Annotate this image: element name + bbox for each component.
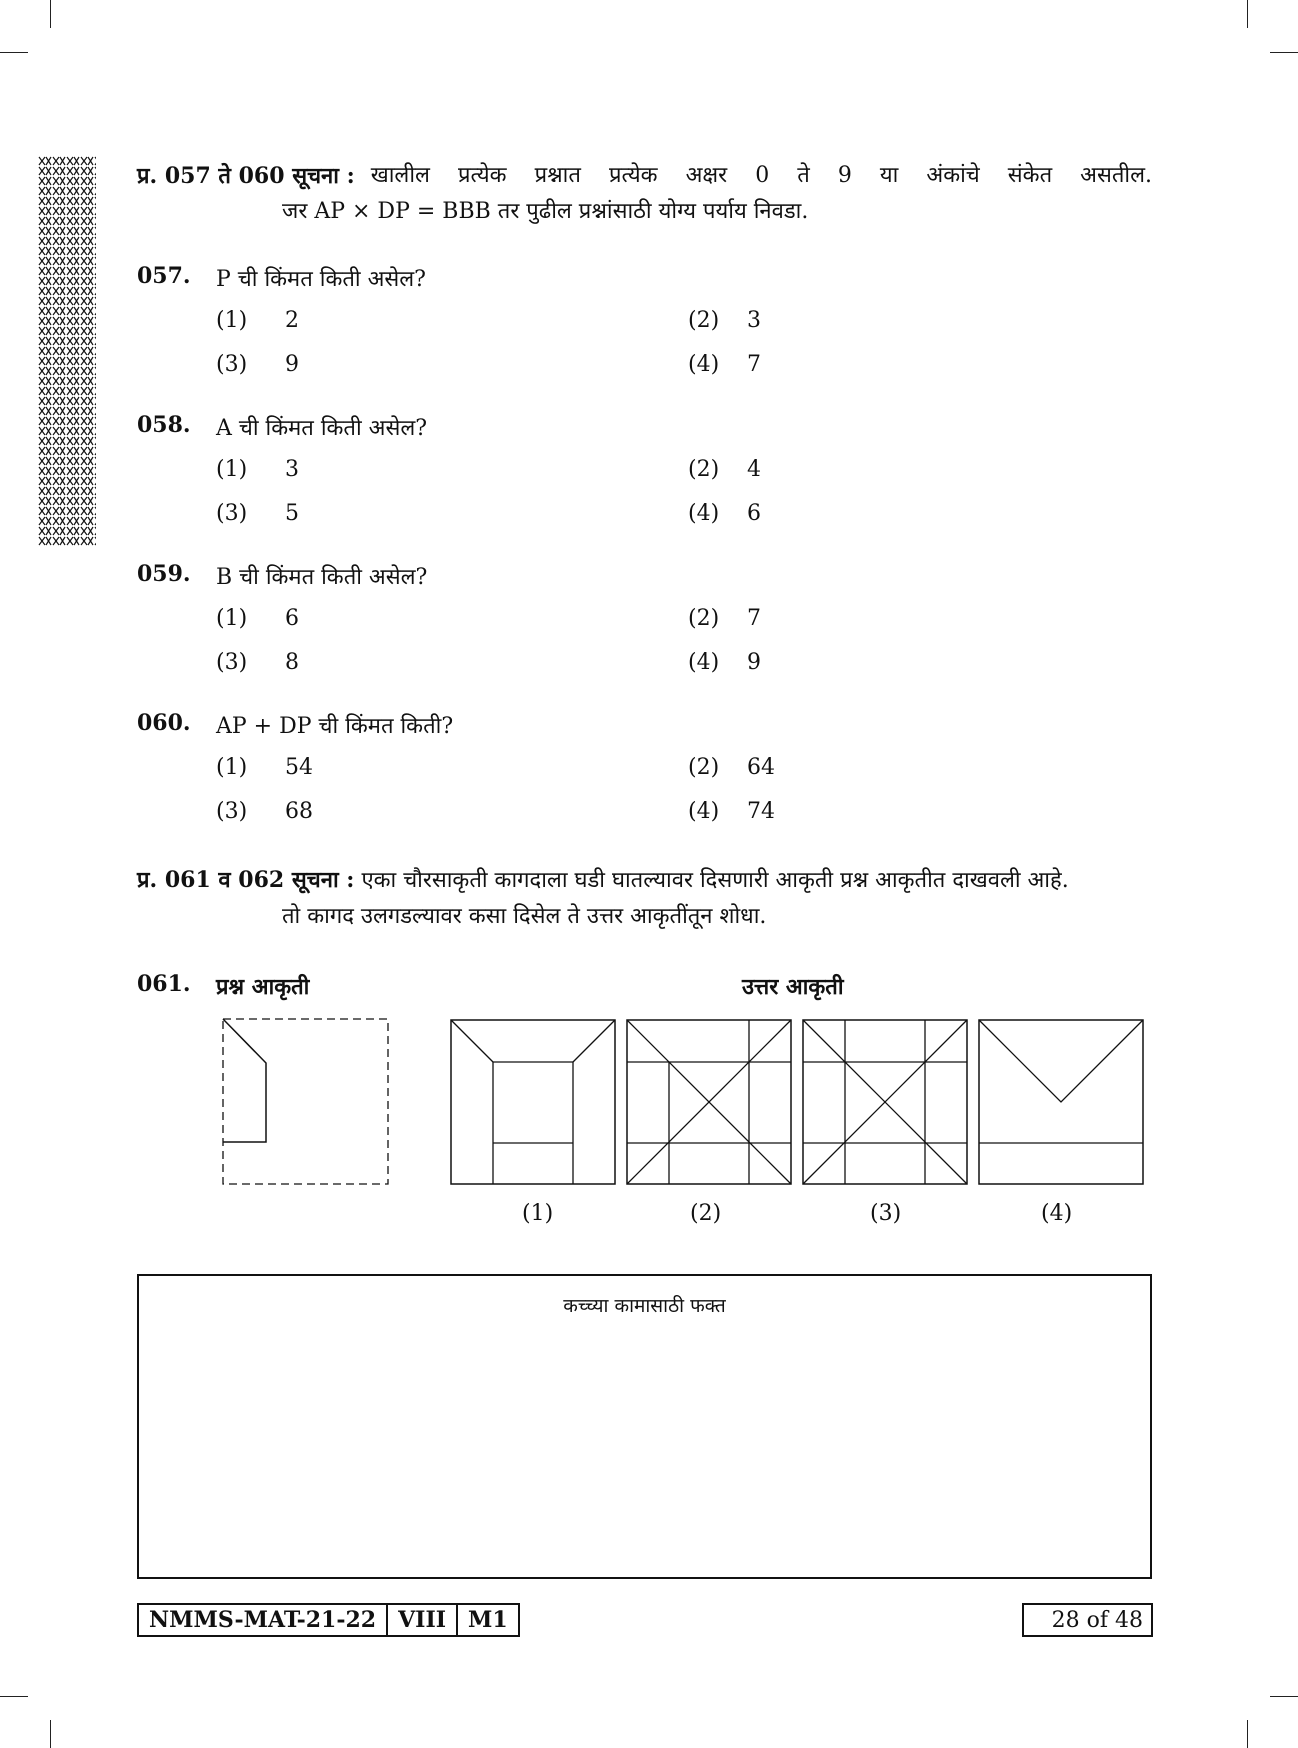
option-value: 64 <box>747 755 775 780</box>
question-text: B ची किंमत किती असेल? <box>216 565 428 590</box>
answer-figure-2 <box>626 1019 793 1186</box>
answer-figure-3 <box>802 1019 969 1186</box>
option-number: (3) <box>216 650 248 675</box>
crop-mark <box>1247 0 1248 28</box>
option-number: (1) <box>216 606 248 631</box>
answer-number: (2) <box>690 1201 722 1226</box>
option-number: (4) <box>688 799 720 824</box>
rough-work-box <box>137 1274 1152 1579</box>
cross-hatch-icon <box>38 156 96 546</box>
option-value: 2 <box>285 308 299 333</box>
instruction-line-1: एका चौरसाकृती कागदाला घडी घातल्यावर दिसणारी आकृती प्रश्न आकृतीत दाखवली आहे. <box>361 868 1069 893</box>
answer-number: (3) <box>870 1201 902 1226</box>
question-text: AP + DP ची किंमत किती? <box>216 714 454 739</box>
instruction-line-2: तो कागद उलगडल्यावर कसा दिसेल ते उत्तर आकृतींतून शोधा. <box>282 904 767 929</box>
answer-figure-1 <box>450 1019 617 1186</box>
folded-shape <box>223 1019 266 1142</box>
option-value: 7 <box>747 352 761 377</box>
option-number: (2) <box>688 755 720 780</box>
option-number: (3) <box>216 799 248 824</box>
crop-mark <box>0 52 28 53</box>
option-value: 6 <box>747 501 761 526</box>
option-value: 68 <box>285 799 313 824</box>
instructions-057-060 <box>137 158 1152 230</box>
question-figure-label: प्रश्न आकृती <box>216 974 310 1000</box>
option-number: (2) <box>688 308 720 333</box>
question-number: 061. <box>137 971 191 997</box>
instruction-label: प्र. 061 व 062 सूचना : <box>137 867 355 893</box>
option-number: (3) <box>216 501 248 526</box>
option-value: 6 <box>285 606 299 631</box>
option-value: 9 <box>747 650 761 675</box>
option-value: 74 <box>747 799 775 824</box>
option-number: (3) <box>216 352 248 377</box>
option-number: (4) <box>688 352 720 377</box>
answer-number: (1) <box>522 1201 554 1226</box>
question-number: 058. <box>137 412 191 438</box>
option-value: 4 <box>747 457 761 482</box>
instruction-label: प्र. 057 ते 060 सूचना : <box>137 163 355 189</box>
answer-number: (4) <box>1041 1201 1073 1226</box>
question-figure <box>222 1018 392 1186</box>
question-text: A ची किंमत किती असेल? <box>216 416 428 441</box>
instruction-line-2: जर AP × DP = BBB तर पुढील प्रश्नांसाठी योग्य पर्याय निवडा. <box>282 199 809 224</box>
option-number: (2) <box>688 457 720 482</box>
option-value: 8 <box>285 650 299 675</box>
footer-code-box <box>137 1603 520 1637</box>
crop-mark <box>1247 1720 1248 1748</box>
question-number: 060. <box>137 710 191 736</box>
option-value: 9 <box>285 352 299 377</box>
crop-mark <box>50 1720 51 1748</box>
answer-figure-label: उत्तर आकृती <box>742 974 844 1000</box>
instruction-line-1: खालील प्रत्येक प्रश्नात प्रत्येक अक्षर 0 ते 9 या अंकांचे संकेत असतील. <box>370 163 1152 188</box>
instructions-061-062 <box>137 862 1152 935</box>
option-number: (1) <box>216 755 248 780</box>
rough-work-title: कच्च्या कामासाठी फक्त <box>563 1295 726 1317</box>
question-number: 057. <box>137 263 191 289</box>
option-number: (2) <box>688 606 720 631</box>
question-text: P ची किंमत किती असेल? <box>216 267 426 292</box>
standard: VIII <box>386 1605 456 1635</box>
option-number: (4) <box>688 650 720 675</box>
page-number: 28 of 48 <box>1022 1603 1153 1637</box>
question-number: 059. <box>137 561 191 587</box>
option-value: 7 <box>747 606 761 631</box>
crop-mark <box>1270 1696 1298 1697</box>
answer-figure-4 <box>978 1019 1145 1186</box>
paper-code: NMMS-MAT-21-22 <box>149 1607 377 1633</box>
crop-mark <box>1270 52 1298 53</box>
option-value: 5 <box>285 501 299 526</box>
option-number: (4) <box>688 501 720 526</box>
crop-mark <box>0 1696 28 1697</box>
cross-hatch-strip <box>38 156 96 546</box>
option-value: 3 <box>747 308 761 333</box>
option-value: 3 <box>285 457 299 482</box>
option-number: (1) <box>216 308 248 333</box>
option-value: 54 <box>285 755 313 780</box>
crop-mark <box>50 0 51 28</box>
medium: M1 <box>456 1605 518 1635</box>
option-number: (1) <box>216 457 248 482</box>
